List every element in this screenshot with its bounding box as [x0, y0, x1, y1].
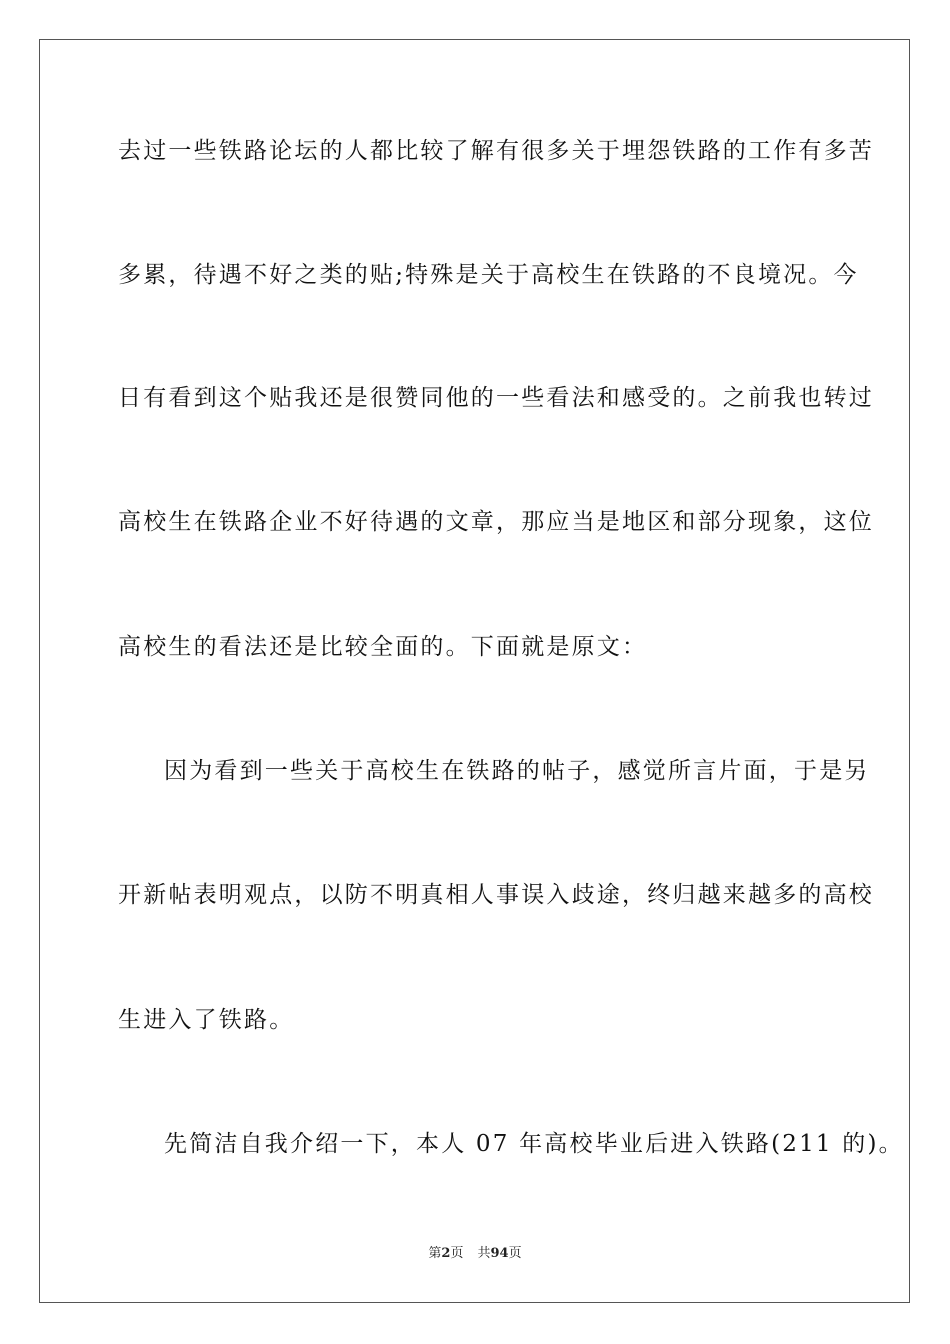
total-pages: 94	[490, 1246, 509, 1261]
total-prefix: 共	[477, 1246, 491, 1261]
page-footer	[0, 1245, 950, 1263]
paragraph-line: 日有看到这个贴我还是很赞同他的一些看法和感受的。之前我也转过	[118, 385, 874, 411]
paragraph-line: 生进入了铁路。	[118, 1007, 295, 1033]
paragraph-line: 去过一些铁路论坛的人都比较了解有很多关于埋怨铁路的工作有多苦	[118, 138, 874, 164]
paragraph-line: 开新帖表明观点，以防不明真相人事误入歧途，终归越来越多的高校	[118, 882, 874, 908]
paragraph-line: 因为看到一些关于高校生在铁路的帖子，感觉所言片面，于是另	[164, 758, 870, 784]
paragraph-line: 高校生的看法还是比较全面的。下面就是原文：	[118, 634, 648, 660]
paragraph-line: 高校生在铁路企业不好待遇的文章，那应当是地区和部分现象，这位	[118, 509, 874, 535]
page-suffix: 页	[450, 1246, 464, 1261]
page-prefix: 第	[428, 1246, 442, 1261]
page-number: 2	[441, 1246, 451, 1261]
page-border	[39, 39, 910, 1303]
paragraph-line: 先简洁自我介绍一下，本人 07 年高校毕业后进入铁路(211 的)。	[164, 1131, 904, 1157]
paragraph-line: 多累，待遇不好之类的贴;特殊是关于高校生在铁路的不良境况。今	[118, 262, 859, 288]
total-suffix: 页	[508, 1246, 522, 1261]
